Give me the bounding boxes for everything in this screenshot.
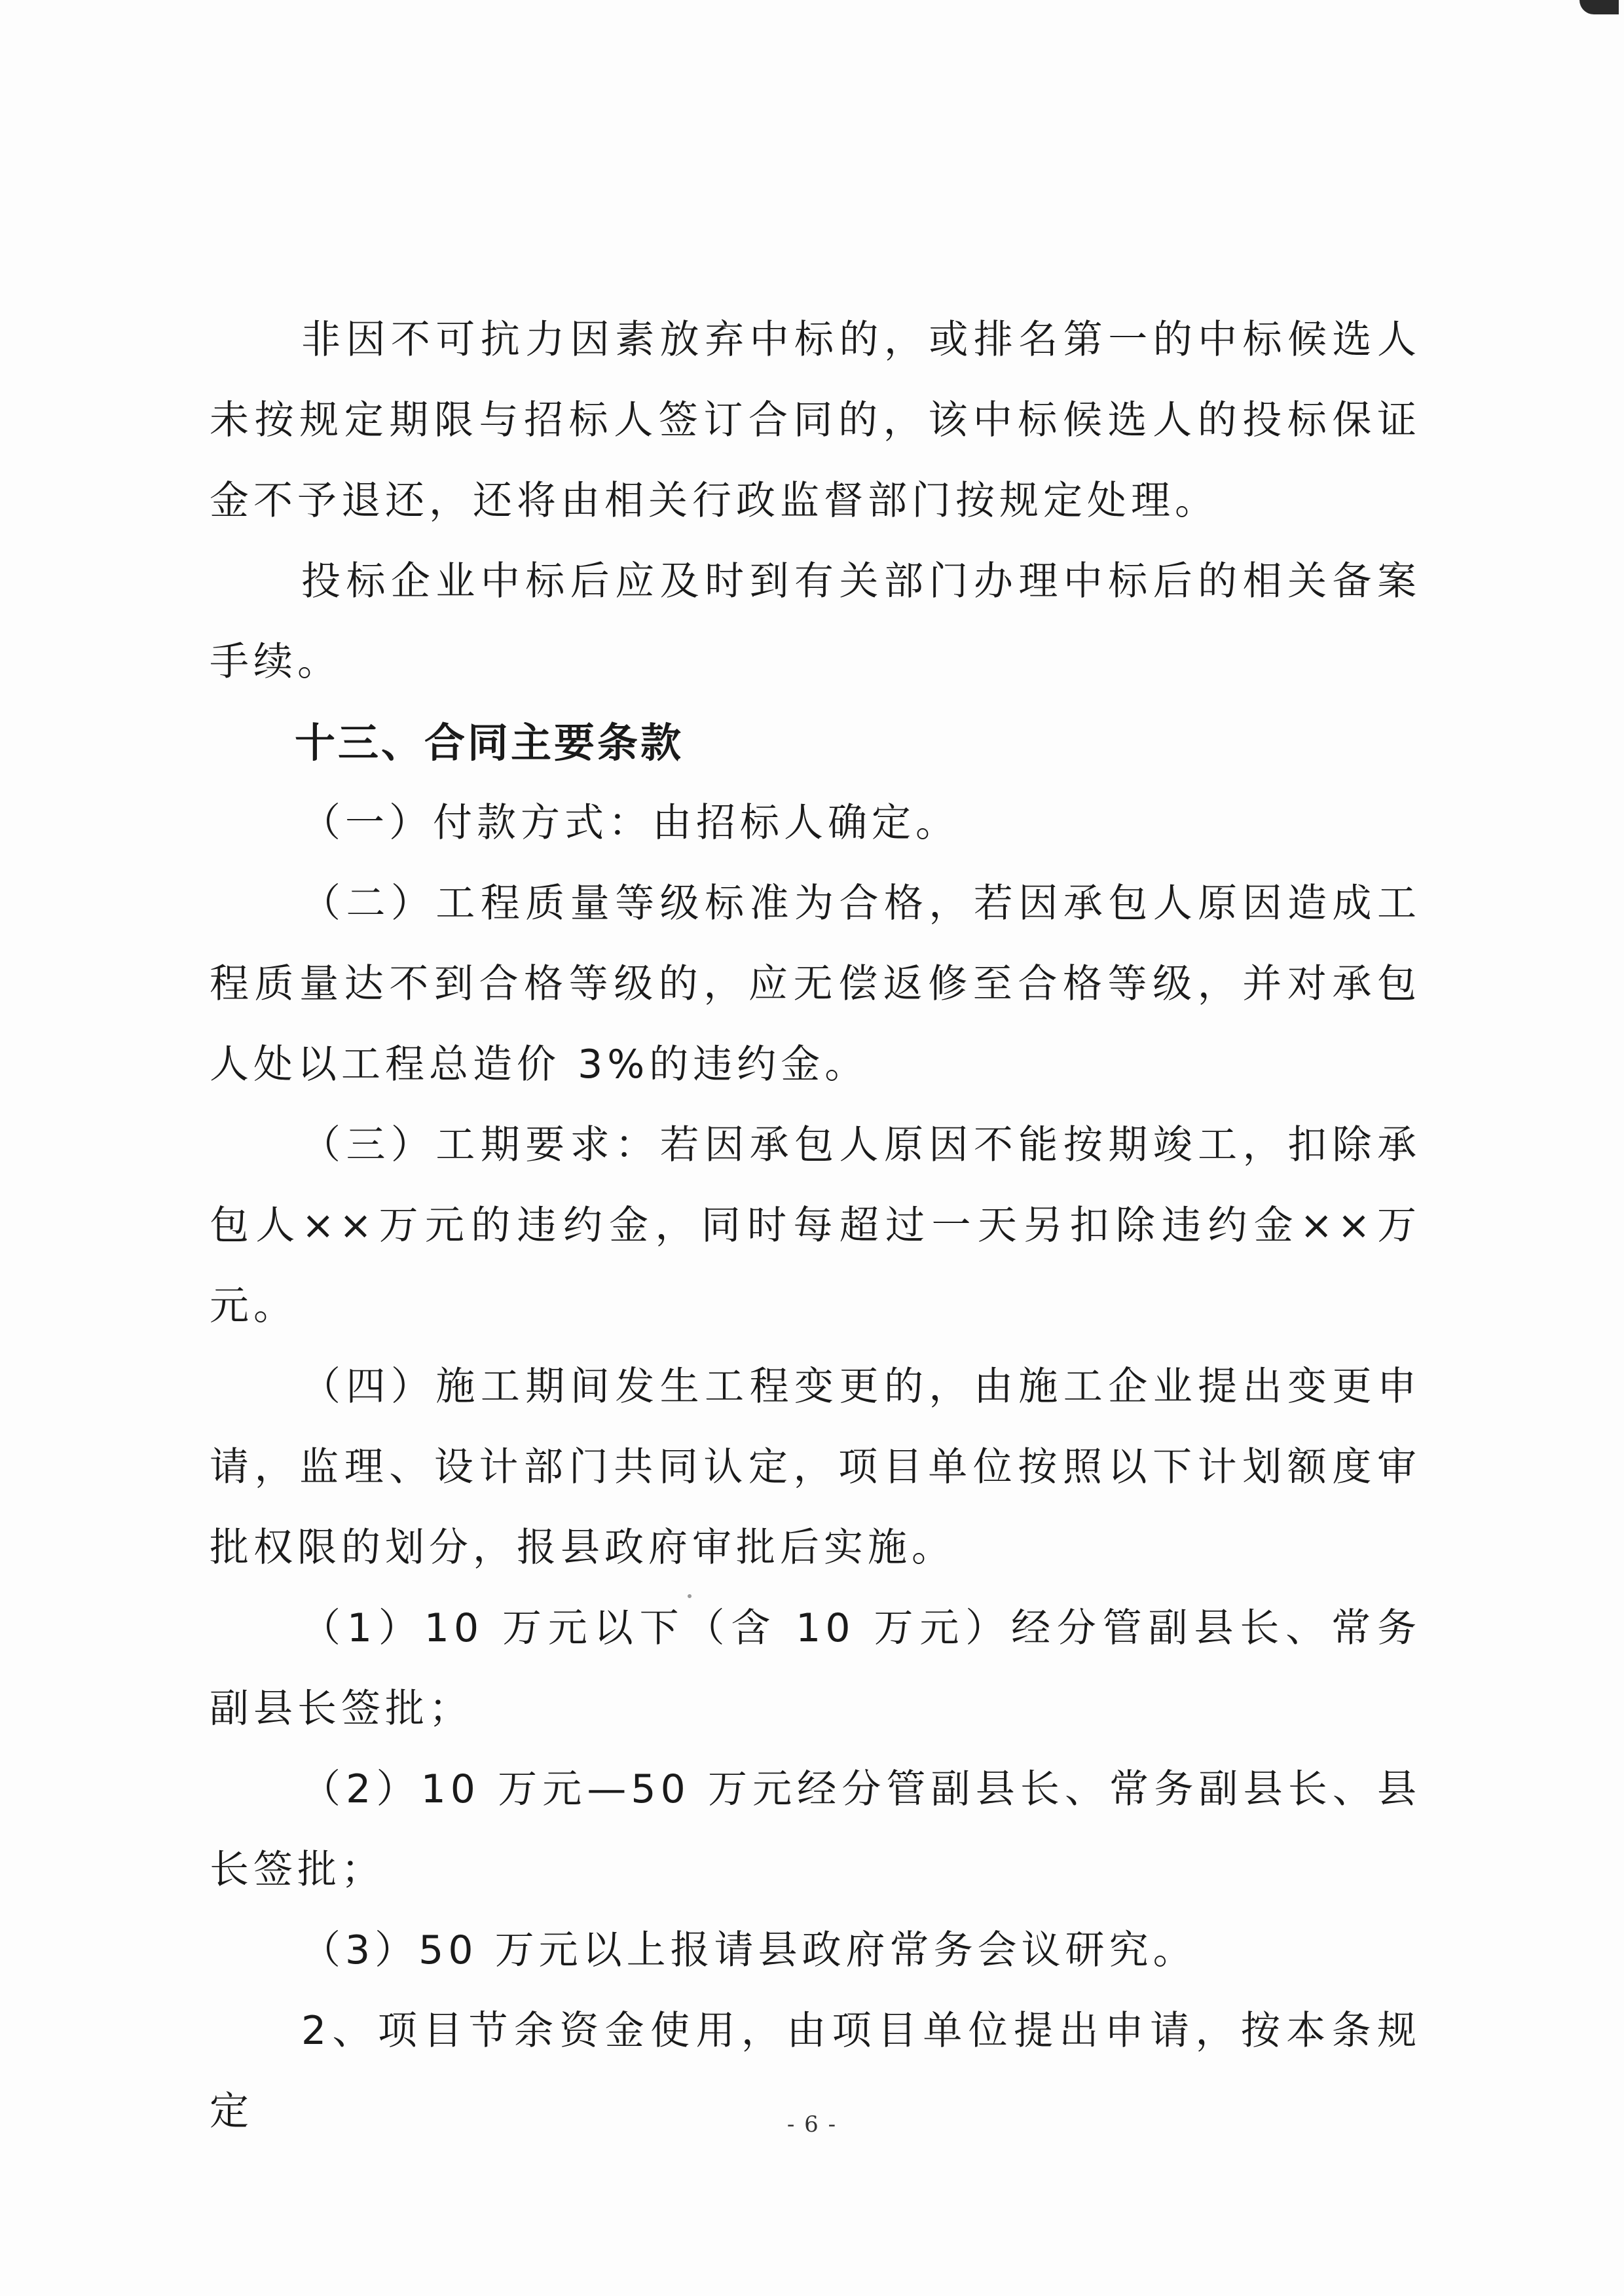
document-body — [210, 300, 1421, 2152]
paragraph-bid-forfeit: 非因不可抗力因素放弃中标的，或排名第一的中标候选人未按规定期限与招标人签订合同的，该中标候选人的投标保证金不予退还，还将由相关行政监督部门按规定处理。 — [210, 317, 1421, 524]
paragraph-schedule-requirement: （三）工期要求：若因承包人原因不能按期竣工，扣除承包人××万元的违约金，同时每超过一天另扣除违约金××万元。 — [210, 1122, 1421, 1329]
list-item-approval-tier-3: （3）50 万元以上报请县政府常务会议研究。 — [301, 1927, 1197, 1973]
paragraph-quality-standard: （二）工程质量等级标准为合格，若因承包人原因造成工程质量达不到合格等级的，应无偿返修至合格等级，并对承包人处以工程总造价 3%的违约金。 — [210, 881, 1421, 1087]
paragraph-payment-method: （一）付款方式：由招标人确定。 — [301, 800, 959, 846]
list-item-approval-tier-2: （2）10 万元—50 万元经分管副县长、常务副县长、县长签批； — [210, 1766, 1421, 1893]
scan-corner-mark — [1579, 0, 1619, 14]
page-number: - 6 - — [786, 2111, 838, 2138]
paragraph-filing-procedures: 投标企业中标后应及时到有关部门办理中标后的相关备案手续。 — [210, 558, 1421, 685]
paragraph-change-approval: （四）施工期间发生工程变更的，由施工企业提出变更申请，监理、设计部门共同认定，项目单位按照以下计划额度审批权限的划分，报县政府审批后实施。 — [210, 1364, 1421, 1571]
list-item-approval-tier-1: （1）10 万元以下（含 10 万元）经分管副县长、常务副县长签批； — [210, 1605, 1421, 1732]
section-heading-contract-terms: 十三、合同主要条款 — [295, 719, 684, 767]
paragraph-surplus-funds: 2、项目节余资金使用，由项目单位提出申请，按本条规定 — [210, 2008, 1421, 2134]
